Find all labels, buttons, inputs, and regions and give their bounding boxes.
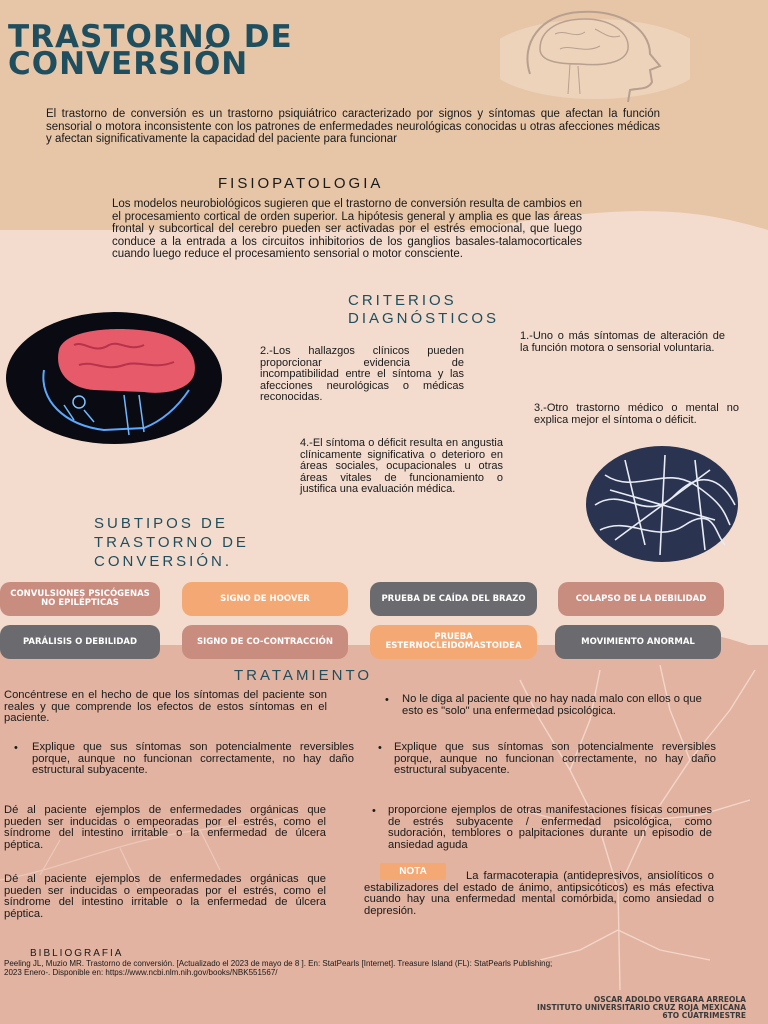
head-brain-outline-icon — [500, 4, 690, 104]
tratamiento-right-2: Explique que sus síntomas son potencialmente reversibles porque, aunque no funcionan correctamente, no hay daño estructural subyacente. — [394, 741, 716, 777]
bullet-icon: • — [378, 742, 382, 754]
tratamiento-left-3: Dé al paciente ejemplos de enfermedades orgánicas que pueden ser inducidas o empeoradas por el estrés, como el síndrome del intestino irritable o la enfermedad de úlcera péptica. — [4, 804, 326, 852]
author-block — [537, 996, 746, 1020]
criterio-4: 4.-El síntoma o déficit resulta en angustia clínicamente significativa o deterioro en áreas sociales, ocupacionales u otras áreas vitales de funcionamiento o justifica una evaluación médica. — [300, 437, 503, 495]
heading-fisiopatologia: FISIOPATOLOGIA — [218, 175, 384, 192]
subtipo-signo-hoover: SIGNO DE HOOVER — [182, 582, 348, 616]
subtipo-co-contraccion: SIGNO DE CO-CONTRACCIÓN — [182, 625, 348, 659]
heading-subtipos: SUBTIPOS DE TRASTORNO DE CONVERSIÓN. — [94, 515, 249, 570]
bullet-icon: • — [385, 694, 389, 706]
page-title: TRASTORNO DE CONVERSIÓN — [8, 19, 293, 82]
author-institution: INSTITUTO UNIVERSITARIO CRUZ ROJA MEXICANA — [537, 1003, 746, 1012]
bullet-icon: • — [14, 742, 18, 754]
tratamiento-right-3: proporcione ejemplos de otras manifestaciones físicas comunes de estrés subyacente / enfermedad psicológica, como sudoración, temblores o palpitaciones durante un episodio de ansiedad aguda — [388, 804, 712, 852]
bullet-icon: • — [372, 805, 376, 817]
criterio-2: 2.-Los hallazgos clínicos pueden proporcionar evidencia de incompatibilidad entre el síntoma y las afecciones neurológicas o médicas reconocidas. — [260, 345, 464, 403]
subtipo-caida-brazo: PRUEBA DE CAÍDA DEL BRAZO — [370, 582, 537, 616]
bibliografia-text: Peeling JL, Muzio MR. Trastorno de conversión. [Actualizado el 2023 de mayo de 8 ]. En: StatPearls [Internet]. Treasure Island (FL): StatPearls Publishing; 2023 Enero-. Disponible en: https://www.ncbi.nlm.nih.gov/books/NBK551567/ — [4, 959, 553, 977]
nota-badge: NOTA — [380, 863, 446, 880]
tratamiento-right-1: No le diga al paciente que no hay nada malo con ellos o que esto es "solo" una enfermedad psicológica. — [402, 693, 702, 717]
brain-xray-image — [4, 310, 224, 446]
subtipo-colapso-debilidad: COLAPSO DE LA DEBILIDAD — [558, 582, 724, 616]
intro-text: El trastorno de conversión es un trastorno psiquiátrico caracterizado por signos y síntomas que afectan la función sensorial o motora inconsistente con los patrones de enfermedades neurológicas conocidas u otras afecciones médicas y afectan significativamente la capacidad del paciente para funcionar — [46, 108, 660, 145]
heading-tratamiento: TRATAMIENTO — [234, 667, 372, 684]
neurons-image — [585, 445, 740, 563]
tratamiento-left-1: Concéntrese en el hecho de que los síntomas del paciente son reales y que comprende los efectos de estos síntomas en el paciente. — [4, 689, 327, 725]
author-name: OSCAR ADOLDO VERGARA ARREOLA — [593, 995, 746, 1004]
nota-text: La farmacoterapia (antidepresivos, ansiolíticos o estabilizadores del estado de ánimo, antipsicóticos) es más efectiva cuando hay una enfermedad mental comórbida, como ansiedad o depresión. — [364, 870, 714, 918]
heading-criterios: CRITERIOS DIAGNÓSTICOS — [348, 292, 500, 327]
author-semester: 6TO CUATRIMESTRE — [662, 1011, 746, 1020]
subtipo-convulsiones: CONVULSIONES PSICÓGENAS NO EPILÉPTICAS — [0, 582, 160, 616]
subtipo-paralisis: PARÁLISIS O DEBILIDAD — [0, 625, 160, 659]
tratamiento-left-2: Explique que sus síntomas son potencialmente reversibles porque, aunque no funcionan correctamente, no hay daño estructural subyacente. — [32, 741, 354, 777]
fisiopatologia-text: Los modelos neurobiológicos sugieren que el trastorno de conversión resulta de cambios en el procesamiento cortical de orden superior. La hipótesis general y amplia es que las áreas frontal y subcortical del cerebro pueden ser activadas por el estrés emocional, que luego conduce a la entrada a los circuitos inhibitorios de los ganglios basales-talamocorticales cuando luego reduce el procesamiento sensorial o motor consciente. — [112, 198, 582, 260]
subtipo-movimiento-anormal: MOVIMIENTO ANORMAL — [555, 625, 721, 659]
heading-bibliografia: BIBLIOGRAFIA — [30, 948, 124, 959]
criterio-1: 1.-Uno o más síntomas de alteración de la función motora o sensorial voluntaria. — [520, 330, 725, 354]
subtipo-esternocleidomastoidea: PRUEBA ESTERNOCLEIDOMASTOIDEA — [370, 625, 537, 659]
criterio-3: 3.-Otro trastorno médico o mental no explica mejor el síntoma o déficit. — [534, 402, 739, 426]
tratamiento-left-4: Dé al paciente ejemplos de enfermedades orgánicas que pueden ser inducidas o empeoradas por el estrés, como el síndrome del intestino irritable o la enfermedad de úlcera péptica. — [4, 873, 326, 921]
